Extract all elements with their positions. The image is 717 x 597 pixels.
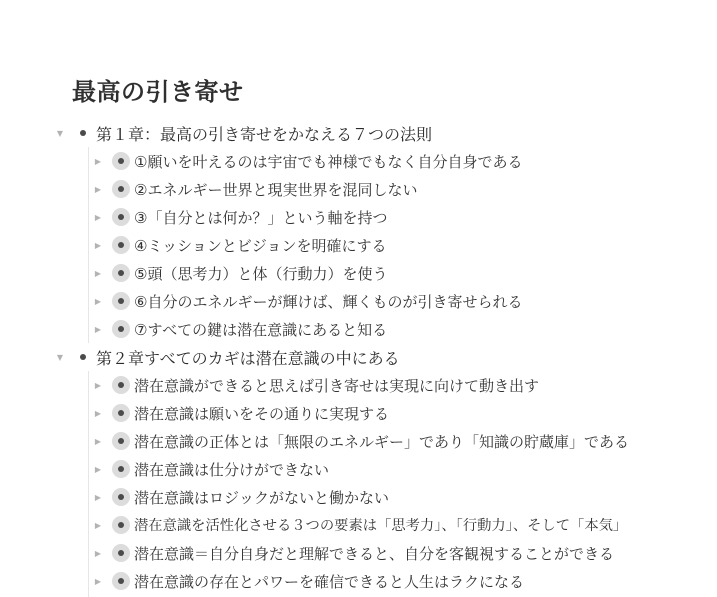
collapsed-bullet-icon[interactable]	[112, 208, 130, 226]
outline-item-text[interactable]: 潜在意識ができると思えば引き寄せは実現に向けて動き出す	[134, 376, 540, 395]
collapse-toggle-icon[interactable]: ▼	[56, 128, 64, 138]
outline-item[interactable]	[92, 569, 524, 593]
outline-item[interactable]	[92, 177, 417, 201]
page-title: 最高の引き寄せ	[72, 78, 244, 106]
outline-heading-text[interactable]: 第１章：最高の引き寄せをかなえる７つの法則	[96, 124, 433, 144]
outline-item[interactable]	[92, 373, 539, 397]
outline-item[interactable]	[92, 541, 614, 565]
outline-item[interactable]	[92, 149, 522, 173]
collapsed-bullet-icon[interactable]	[112, 432, 130, 450]
outline-item[interactable]	[92, 233, 387, 257]
collapsed-bullet-icon[interactable]	[112, 152, 130, 170]
expand-toggle-icon[interactable]: ▶	[94, 156, 102, 166]
outline-item-text[interactable]: 潜在意識の正体とは「無限のエネルギー」であり「知識の貯蔵庫」である	[134, 432, 630, 451]
expand-toggle-icon[interactable]: ▶	[94, 240, 102, 250]
outline-item[interactable]	[92, 429, 629, 453]
expand-toggle-icon[interactable]: ▶	[94, 324, 102, 334]
expand-toggle-icon[interactable]: ▶	[94, 408, 102, 418]
expand-toggle-icon[interactable]: ▶	[94, 212, 102, 222]
outline-item-text[interactable]: ⑥自分のエネルギーが輝けば、輝くものが引き寄せられる	[134, 292, 523, 311]
collapsed-bullet-icon[interactable]	[112, 544, 130, 562]
expand-toggle-icon[interactable]: ▶	[94, 520, 102, 530]
collapsed-bullet-icon[interactable]	[112, 460, 130, 478]
outline-item[interactable]	[92, 457, 329, 481]
expand-toggle-icon[interactable]: ▶	[94, 436, 102, 446]
outline-item-text[interactable]: ②エネルギー世界と現実世界を混同しない	[134, 180, 418, 199]
outline-item[interactable]	[92, 289, 522, 313]
expand-toggle-icon[interactable]: ▶	[94, 380, 102, 390]
section-1-guide-line	[88, 147, 89, 343]
bullet-icon[interactable]	[74, 124, 92, 142]
bullet-icon[interactable]	[74, 348, 92, 366]
outline-heading-text[interactable]: 第２章すべてのカギは潜在意識の中にある	[96, 348, 400, 368]
expand-toggle-icon[interactable]: ▶	[94, 548, 102, 558]
collapsed-bullet-icon[interactable]	[112, 572, 130, 590]
outline-item-text[interactable]: ④ミッションとビジョンを明確にする	[134, 236, 387, 255]
outline-item[interactable]	[92, 485, 389, 509]
expand-toggle-icon[interactable]: ▶	[94, 492, 102, 502]
expand-toggle-icon[interactable]: ▶	[94, 184, 102, 194]
outline-item[interactable]	[92, 261, 387, 285]
collapsed-bullet-icon[interactable]	[112, 236, 130, 254]
collapsed-bullet-icon[interactable]	[112, 404, 130, 422]
outline-item-text[interactable]: 潜在意識は願いをその通りに実現する	[134, 404, 390, 423]
outline-item-text[interactable]: 潜在意識の存在とパワーを確信できると人生はラクになる	[134, 572, 525, 591]
expand-toggle-icon[interactable]: ▶	[94, 464, 102, 474]
outline-item-text[interactable]: 潜在意識はロジックがないと働かない	[134, 488, 390, 507]
collapsed-bullet-icon[interactable]	[112, 180, 130, 198]
collapse-toggle-icon[interactable]: ▼	[56, 352, 64, 362]
expand-toggle-icon[interactable]: ▶	[94, 296, 102, 306]
section-2-guide-line	[88, 371, 89, 597]
outline-item[interactable]	[92, 205, 387, 229]
outline-item-text[interactable]: 潜在意識＝自分自身だと理解できると、自分を客観視することができる	[134, 544, 615, 563]
collapsed-bullet-icon[interactable]	[112, 264, 130, 282]
outline-item[interactable]	[92, 513, 627, 537]
outline-item-text[interactable]: ①願いを叶えるのは宇宙でも神様でもなく自分自身である	[134, 152, 523, 171]
outline-item[interactable]	[92, 317, 387, 341]
expand-toggle-icon[interactable]: ▶	[94, 268, 102, 278]
collapsed-bullet-icon[interactable]	[112, 320, 130, 338]
outline-item[interactable]	[92, 401, 389, 425]
outline-item-text[interactable]: ③「自分とは何か？」という軸を持つ	[134, 208, 388, 227]
outline-item-text[interactable]: ⑤頭（思考力）と体（行動力）を使う	[134, 264, 388, 283]
collapsed-bullet-icon[interactable]	[112, 376, 130, 394]
outline-item-text[interactable]: 潜在意識は仕分けができない	[134, 460, 330, 479]
outline-heading-2[interactable]	[54, 345, 400, 369]
collapsed-bullet-icon[interactable]	[112, 516, 130, 534]
outline-item-text[interactable]: 潜在意識を活性化させる３つの要素は「思考力」、「行動力」、そして「本気」	[134, 518, 628, 534]
collapsed-bullet-icon[interactable]	[112, 292, 130, 310]
expand-toggle-icon[interactable]: ▶	[94, 576, 102, 586]
outline-heading-1[interactable]	[54, 121, 432, 145]
outline-item-text[interactable]: ⑦すべての鍵は潜在意識にあると知る	[134, 320, 388, 339]
collapsed-bullet-icon[interactable]	[112, 488, 130, 506]
